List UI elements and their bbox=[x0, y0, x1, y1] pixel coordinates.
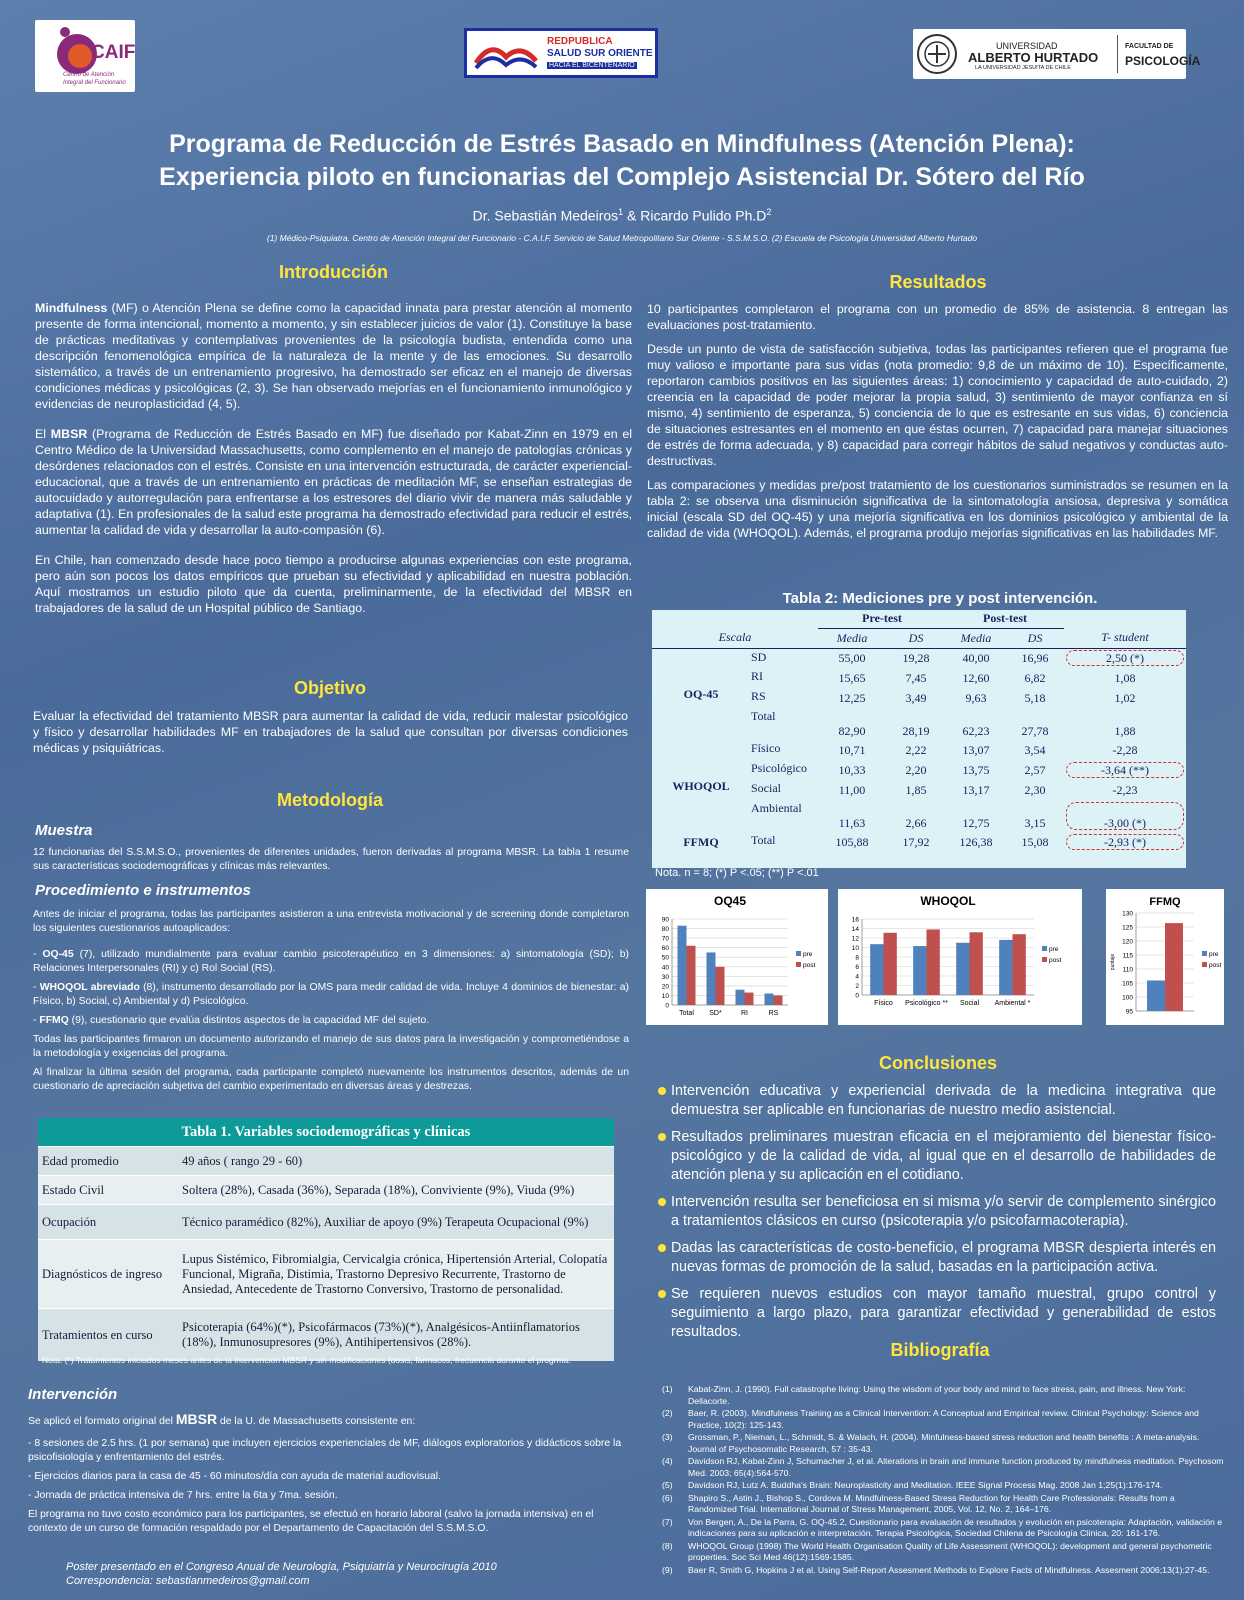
tabla2-post-media: 40,00 bbox=[962, 650, 990, 665]
chart-y-tick-label: 100 bbox=[1122, 994, 1133, 1002]
tabla2-head-escala: Escala bbox=[718, 630, 752, 645]
tabla2-t-student: 1,88 bbox=[1114, 724, 1136, 738]
tabla2-row bbox=[652, 648, 1186, 668]
tabla2-pre-ds: 2,20 bbox=[905, 762, 927, 777]
chart-ffmq-svg bbox=[1106, 889, 1224, 1025]
bib-number: (7) bbox=[662, 1516, 673, 1527]
caif-logo bbox=[35, 20, 135, 92]
uah-logo bbox=[913, 29, 1201, 79]
chart-bar-pre bbox=[956, 943, 969, 995]
uah-fac1: FACULTAD DE bbox=[1125, 43, 1174, 50]
bib-entry bbox=[662, 1432, 1224, 1455]
tabla2-post-media: 12,60 bbox=[962, 670, 990, 685]
resultados-p3: Las comparaciones y medidas pre/post tratamiento de los cuestionarios suministrados se resumen en la tabla 2: se observa una disminución significativa de la sintomatología ansiosa, depresiva y somática inicial (escala SD del OQ-45) y una mejoría significativa en los dominios psicológico y ambiental de la calidad de vida (WHOQOL). Además, el programa produjo mejorías significativas en las habilidades MF. bbox=[647, 478, 1228, 540]
tabla2-head-pre: Pre-test bbox=[818, 610, 946, 628]
tabla2-post-ds: 6,82 bbox=[1024, 670, 1046, 685]
chart-title: OQ45 bbox=[713, 894, 747, 908]
tabla2-pre-media: 11,63 bbox=[838, 816, 866, 830]
bib-entry bbox=[662, 1493, 1224, 1516]
tabla2-post-media: 13,17 bbox=[962, 782, 990, 797]
tabla2-post-ds: 3,54 bbox=[1024, 742, 1046, 757]
bib-number: (6) bbox=[662, 1492, 673, 1503]
proc-whoqol-bold: WHOQOL abreviado bbox=[39, 982, 140, 993]
proc-firma: Todas las participantes firmaron un documento autorizando el manejo de sus datos para la investigación y comprometiéndose a la metodología y exigencias del programa. bbox=[33, 1034, 629, 1059]
tabla2-pre-ds: 17,92 bbox=[902, 834, 930, 849]
chart-y-tick-label: 30 bbox=[661, 973, 669, 981]
red-publica-line1: REDPUBLICA bbox=[547, 36, 613, 47]
chart-bar-pre bbox=[707, 952, 716, 1005]
tabla2-t-student: -3,00 (*) bbox=[1064, 800, 1186, 832]
bib-text: Shapiro S., Astin J., Bishop S., Cordova M. Mindfulness-Based Stress Reduction for Health Care Professionals: Results from a Randomized Trial. International Journal of Stress Management, 2005, Vol. 12, No. 2, 164–176. bbox=[688, 1492, 1175, 1514]
chart-bar-pre bbox=[870, 944, 883, 995]
tabla2-subscale: Psicológico bbox=[751, 761, 807, 775]
chart-y-tick-label: 50 bbox=[661, 954, 669, 962]
tabla2-head-media: Media bbox=[960, 630, 992, 645]
tabla2-pre-ds: 7,45 bbox=[905, 670, 927, 685]
tabla2-post-media: 126,38 bbox=[959, 834, 993, 849]
tabla2-post-ds: 3,15 bbox=[1024, 816, 1046, 830]
intro-p2-bold: MBSR bbox=[50, 427, 88, 441]
bib-text: WHOQOL Group (1998) The World Health Organisation Quality of Life Assessment (WHOQOL): development and general psychometric properties. Soc Sci Med 46(12):1569-1585. bbox=[688, 1540, 1212, 1562]
tabla2-pre-ds: 19,28 bbox=[902, 650, 930, 665]
tabla2-pre-media: 105,88 bbox=[835, 834, 869, 849]
intervencion-p1-pre: Se aplicó el formato original del bbox=[28, 1416, 176, 1427]
conclusion-item bbox=[658, 1285, 1216, 1342]
chart-x-tick-label: Ambiental * bbox=[994, 1000, 1031, 1007]
conclusion-text: Intervención resulta ser beneficiosa en si misma y/o servir de complemento sinérgico a tratamientos clásicos en curso (psicoterapia y/o psicofarmacoterapia). bbox=[671, 1194, 1216, 1229]
tabla2-post-ds: 5,18 bbox=[1024, 690, 1046, 705]
tabla2-group-oq45: OQ-45 bbox=[683, 686, 719, 701]
tabla2-subscale: Total bbox=[751, 833, 776, 847]
chart-x-tick-label: RI bbox=[741, 1010, 748, 1017]
chart-y-tick-label: 8 bbox=[855, 954, 859, 962]
chart-legend-swatch bbox=[1042, 957, 1047, 962]
tabla2-subscale: RS bbox=[751, 689, 766, 703]
chart-y-tick-label: 130 bbox=[1122, 910, 1133, 918]
chart-whoqol-svg bbox=[838, 889, 1082, 1025]
bib-number: (4) bbox=[662, 1456, 673, 1466]
caif-logo-text: CAIF bbox=[91, 42, 136, 63]
chart-y-tick-label: 10 bbox=[661, 992, 669, 1000]
tabla2-post-ds: 15,08 bbox=[1021, 834, 1049, 849]
conclusiones-heading: Conclusiones bbox=[878, 1053, 998, 1073]
tabla2-post-ds: 16,96 bbox=[1021, 650, 1049, 665]
tabla1-value: Psicoterapia (64%)(*), Psicofármacos (73%)(*), Analgésicos-Antiinflamatorios (18%), Inmunosupresores (9%), Antihipertensivos (28%). bbox=[182, 1320, 580, 1349]
intro-p1 bbox=[35, 300, 632, 412]
intro-p2-pre: El bbox=[35, 427, 51, 441]
bullet-dot-icon bbox=[658, 1244, 666, 1252]
conclusion-text: Dadas las características de costo-beneficio, el programa MBSR despierta interés en nuevas formas de promoción de la salud, basadas en la participación activa. bbox=[671, 1240, 1216, 1275]
resultados-p2: Desde un punto de vista de satisfacción subjetiva, todas las participantes refieren que el programa fue muy valioso e importante para sus vidas (nota promedio: 9,8 de un máximo de 10). Específicamente, reportaron cambios positivos en las siguientes áreas: 1) conocimiento y capacidad de auto-cuidado, 2) creencia en la capacidad de poder mejorar la propia salud, 3) sentimiento de mayor confianza en sí mismo, 4) sentimiento de esperanza, 5) conciencia de lo que es estresante en sus vidas, 6) conciencia de situaciones estresantes en el momento en que éstas ocurren, 7) capacidad para manejar situaciones de estrés de forma adecuada, y 8) capacidad para corregir hábitos de salud negativos y conductas auto-destructivas. bbox=[647, 342, 1228, 468]
objetivo-heading: Objetivo bbox=[293, 678, 366, 698]
chart-y-tick-label: 90 bbox=[661, 916, 669, 924]
tabla2-pre-media: 82,90 bbox=[838, 724, 866, 738]
chart-y-axis-label: puntaje bbox=[1110, 953, 1116, 971]
tabla2-pre-ds: 28,19 bbox=[902, 724, 930, 738]
tabla2-pre-media: 10,33 bbox=[838, 762, 866, 777]
tabla2-group-ffmq: FFMQ bbox=[683, 834, 719, 849]
chart-y-tick-label: 20 bbox=[661, 983, 669, 991]
uah-fac2: PSICOLOGÍA bbox=[1125, 54, 1201, 68]
chart-bar-pre bbox=[1147, 980, 1165, 1011]
chart-y-tick-label: 105 bbox=[1122, 980, 1133, 988]
chart-y-tick-label: 10 bbox=[851, 945, 859, 952]
tabla2-note: Nota. n = 8; (*) P <.05; (**) P <.01 bbox=[655, 867, 819, 879]
chart-oq45-svg bbox=[646, 889, 828, 1025]
affiliations: (1) Médico-Psiquiatra. Centro de Atención Integral del Funcionario - C.A.I.F. Servicio de Salud Metropolitano Sur Oriente - S.S.M.S.O. (2) Escuela de Psicología Universidad Alberto Hurtado bbox=[266, 233, 978, 243]
footer-line1: Poster presentado en el Congreso Anual de Neurología, Psiquiatría y Neurocirugía 2010 bbox=[66, 1561, 497, 1573]
chart-legend-label: pre bbox=[803, 951, 813, 958]
tabla2-pre-ds: 2,22 bbox=[905, 742, 927, 757]
bullet-dot-icon bbox=[658, 1133, 666, 1141]
tabla2-t-student: -2,28 bbox=[1112, 742, 1138, 757]
tabla2-t-student: 2,50 (*) bbox=[1064, 648, 1186, 668]
chart-y-tick-label: 110 bbox=[1122, 966, 1133, 974]
tabla2-pre-media: 10,71 bbox=[838, 742, 866, 757]
tabla2-post-media: 9,63 bbox=[965, 690, 987, 705]
tabla2-row bbox=[652, 832, 1186, 852]
chart-y-tick-label: 60 bbox=[661, 945, 669, 953]
chart-x-tick-label: Psicológico ** bbox=[905, 1000, 948, 1007]
bibliografia-list bbox=[662, 1384, 1224, 1577]
tabla2-pre-media: 55,00 bbox=[838, 650, 866, 665]
muestra-text: 12 funcionarias del S.S.M.S.O., provenientes de diferentes unidades, fueron derivadas al programa MBSR. La tabla 1 resume sus características sociodemográficas y clínicas más relevantes. bbox=[33, 847, 629, 872]
chart-x-tick-label: Social bbox=[959, 1000, 980, 1007]
intro-body bbox=[35, 300, 632, 630]
chart-bar-pre bbox=[913, 946, 926, 995]
intro-heading: Introducción bbox=[279, 262, 388, 282]
tabla2-row bbox=[652, 740, 1186, 760]
tabla2-post-ds: 27,78 bbox=[1021, 724, 1049, 738]
bib-text: Baer, R. (2003). Mindfulness Training as a Clinical Intervention: A Conceptual and Empirical review. Clinical Psychology: Science and Practice, 10(2): 125-143. bbox=[688, 1408, 1199, 1430]
tabla1-note: Nota. (*) Tratamientos iniciados meses antes de la intervención MBSR y sin modificaciones (dosis, fármacos, frecuencia durante el progrma. bbox=[42, 1355, 571, 1365]
tabla1-label: Estado Civil bbox=[42, 1182, 105, 1197]
bullet-dot-icon bbox=[658, 1198, 666, 1206]
chart-bar-pre bbox=[999, 940, 1012, 995]
bib-entry bbox=[662, 1517, 1224, 1540]
bib-text: Von Bergen, A., De la Parra, G. OQ-45.2, Cuestionario para evaluación de resultados y evolución en psicoterapia: Adaptación, validación e indicaciones para su aplicación e interpretación. Terapia Psicológica, Sociedad Chilena de Psicología Clínica, 20: 161-176. bbox=[688, 1516, 1223, 1538]
tabla2-head-ds: DS bbox=[908, 630, 924, 645]
proc-oq45-bold: OQ-45 bbox=[42, 949, 74, 960]
tabla2-head-ds: DS bbox=[1027, 630, 1043, 645]
tabla2-subscale: RI bbox=[751, 669, 763, 683]
bib-text: Grossman, P., Nieman, L., Schmidt, S. & Walach, H. (2004). Minfulness-based stress reduction and health benefits : A meta-analysis. Journal of Psychosomatic Research, 57 : 35-43. bbox=[688, 1432, 1200, 1454]
chart-bar-pre bbox=[678, 926, 687, 1005]
uah-line1: UNIVERSIDAD bbox=[996, 41, 1058, 51]
conclusiones-list bbox=[658, 1082, 1216, 1350]
intervencion-b1: - 8 sesiones de 2.5 hrs. (1 por semana) que incluyen ejercicios experienciales de MF, diálogos exploratorios y didácticos sobre la psicofisiología y enfrentamiento del estrés. bbox=[28, 1438, 622, 1463]
chart-bar-post bbox=[1013, 934, 1026, 995]
intervencion-heading: Intervención bbox=[28, 1386, 118, 1403]
chart-y-tick-label: 6 bbox=[855, 964, 859, 971]
bib-text: Baer R, Smith G, Hopkins J et al. Using Self-Report Assesment Methods to Explore Facts of Mindfulness. Assesment 2006;13(1):27-45. bbox=[688, 1564, 1210, 1575]
tabla1-label: Tratamientos en curso bbox=[42, 1327, 153, 1342]
chart-x-tick-label: Total bbox=[679, 1010, 694, 1017]
bib-entry bbox=[662, 1565, 1224, 1577]
chart-y-tick-label: 80 bbox=[661, 926, 669, 934]
tabla2-post-media: 12,75 bbox=[962, 816, 990, 830]
tabla1-label: Diagnósticos de ingreso bbox=[42, 1266, 163, 1281]
bib-number: (5) bbox=[662, 1480, 673, 1490]
tabla2-post-ds: 2,57 bbox=[1024, 762, 1046, 777]
chart-whoqol bbox=[838, 889, 1082, 1025]
bib-text: Davidson RJ, Lutz A. Buddha's Brain: Neuroplasticity and Meditation. IEEE Signal Process Mag. 2008 Jan 1;25(1):176-174. bbox=[688, 1480, 1163, 1490]
red-publica-mark bbox=[471, 35, 541, 75]
poster-title-line2: Experiencia piloto en funcionarias del Complejo Asistencial Dr. Sótero del Río bbox=[159, 163, 1085, 191]
poster-title bbox=[40, 128, 1204, 194]
chart-legend-swatch bbox=[796, 962, 801, 967]
procedimiento-heading: Procedimiento e instrumentos bbox=[35, 882, 251, 899]
conclusion-item bbox=[658, 1193, 1216, 1231]
proc-ffmq-bold: FFMQ bbox=[39, 1015, 69, 1026]
chart-y-tick-label: 12 bbox=[851, 935, 859, 943]
intervencion-p1-bold: MBSR bbox=[175, 1411, 218, 1427]
tabla2-title: Tabla 2: Mediciones pre y post intervención. bbox=[782, 590, 1098, 607]
tabla2-subscale: Ambiental bbox=[751, 801, 802, 815]
tabla2-pre-media: 15,65 bbox=[838, 670, 866, 685]
intro-p2 bbox=[35, 426, 632, 538]
bib-entry bbox=[662, 1541, 1224, 1564]
conclusion-text: Resultados preliminares muestran eficacia en el mejoramiento del bienestar físico-psicológico y de la calidad de vida, al igual que en el desarrollo de habilidades de atención plena y su aplicación en el cotidiano. bbox=[671, 1129, 1216, 1183]
chart-y-tick-label: 4 bbox=[855, 973, 859, 981]
tabla2-t-student: -3,64 (**) bbox=[1064, 760, 1186, 780]
tabla2-head-blank bbox=[652, 610, 750, 628]
footer-line2: Correspondencia: sebastianmedeiros@gmail.com bbox=[66, 1575, 310, 1587]
chart-y-tick-label: 0 bbox=[665, 1002, 669, 1010]
author-2-sup: 2 bbox=[766, 207, 772, 217]
bib-number: (8) bbox=[662, 1540, 673, 1551]
chart-legend-label: post bbox=[803, 962, 816, 969]
chart-legend-label: post bbox=[1209, 962, 1222, 969]
procedimiento-body bbox=[33, 908, 629, 1099]
tabla1-row bbox=[38, 1239, 614, 1308]
tabla1-label: Edad promedio bbox=[42, 1153, 119, 1168]
chart-x-tick-label: Físico bbox=[874, 1000, 893, 1007]
bibliografia-heading: Bibliografía bbox=[890, 1340, 990, 1360]
tabla1 bbox=[38, 1118, 614, 1361]
chart-legend-label: pre bbox=[1049, 946, 1059, 953]
tabla1-value: Lupus Sistémico, Fibromialgia, Cervicalgia crónica, Hipertensión Arterial, Colopatía Funcional, Migraña, Distimia, Trastorno Depresivo Recurrente, Trastorno de Ansiedad, Antecedente de Trastorno Conversivo, Trastorno de personalidad. bbox=[182, 1251, 608, 1296]
intervencion-p1-post: de la U. de Massachusetts consistente en: bbox=[217, 1416, 416, 1427]
tabla2-post-ds: 2,30 bbox=[1024, 782, 1046, 797]
bib-number: (1) bbox=[662, 1384, 673, 1394]
conclusion-item bbox=[658, 1239, 1216, 1277]
metodologia-heading: Metodología bbox=[277, 790, 383, 810]
tabla2-t-student: 1,08 bbox=[1114, 670, 1136, 685]
tabla2-pre-ds: 1,85 bbox=[905, 782, 927, 797]
bib-text: Davidson RJ, Kabat-Zinn J, Schumacher J, et al. Alterations in brain and immune function produced by mindfulness meditation. Psychosom Med. 2003; 65(4):564-570. bbox=[688, 1456, 1224, 1478]
tabla2-pre-media: 11,00 bbox=[838, 782, 866, 797]
poster-title-line1: Programa de Reducción de Estrés Basado en Mindfulness (Atención Plena): bbox=[169, 130, 1075, 158]
resultados-heading: Resultados bbox=[889, 272, 987, 292]
uah-line3: LA UNIVERSIDAD JESUITA DE CHILE bbox=[975, 65, 1071, 71]
tabla2-head-blank bbox=[750, 610, 818, 628]
bib-text: Kabat-Zinn, J. (1990). Full catastrophe living: Using the wisdom of your body and mind to face stress, pain, and illness. New York: Dellacorte. bbox=[688, 1384, 1186, 1406]
intro-p2-text: (Programa de Reducción de Estrés Basado en MF) fue diseñado por Kabat-Zinn en 1979 en el Centro Médico de la Universidad Massachusetts, como complemento en el manejo de patologías crónicas y desórdenes relacionados con el estrés. Consiste en una intervención estructurada, de carácter experiencial-educacional, que a través de un entrenamiento en prácticas de meditación MF, se enseñan estrategias de autocuidado y autorregulación para enfrentarse a los estresores del diario vivir de manera más saludable y adaptativa (1). En profesionales de la salud este programa ha demostrado efectividad para reducir el estrés, aumentar la calidad de vida y desarrollar la auto-compasión (6). bbox=[35, 427, 632, 537]
tabla2-t-student: 1,02 bbox=[1114, 690, 1136, 705]
chart-x-tick-label: SD* bbox=[709, 1010, 722, 1017]
tabla1-row bbox=[38, 1204, 614, 1239]
chart-bar-post bbox=[687, 946, 696, 1005]
resultados-p1: 10 participantes completaron el programa con un promedio de 85% de asistencia. 8 entregan las evaluaciones post-tratamiento. bbox=[647, 302, 1228, 332]
tabla2-post-media: 62,23 bbox=[962, 724, 990, 738]
chart-y-tick-label: 120 bbox=[1122, 938, 1133, 946]
bib-entry bbox=[662, 1384, 1224, 1407]
proc-ffmq: - FFMQ (9), cuestionario que evalúa distintos aspectos de la capacidad MF del sujeto. bbox=[33, 1015, 430, 1026]
conclusion-item bbox=[658, 1082, 1216, 1120]
chart-legend-swatch bbox=[1202, 962, 1207, 967]
tabla1-row bbox=[38, 1175, 614, 1204]
bullet-dot-icon bbox=[658, 1290, 666, 1298]
chart-y-tick-label: 125 bbox=[1122, 924, 1133, 932]
proc-ffmq-text: (9), cuestionario que evalúa distintos aspectos de la capacidad MF del sujeto. bbox=[68, 1015, 430, 1026]
muestra-heading: Muestra bbox=[35, 822, 93, 839]
tabla1-value: Soltera (28%), Casada (36%), Separada (18%), Conviviente (9%), Viuda (9%) bbox=[182, 1182, 575, 1197]
red-publica-line3: HACIA EL BICENTENARIO bbox=[549, 62, 635, 69]
proc-oq45-text: (7), utilizado mundialmente para evaluar cambio psicoterapéutico en 3 dimensiones: a) sintomatología (SD); b) Relaciones Interpersonales (RI) y c) Rol Social (RS). bbox=[33, 949, 629, 974]
author-1: Dr. Sebastián Medeiros bbox=[472, 207, 619, 224]
tabla2-head-t: T- student bbox=[1101, 630, 1149, 645]
intro-p3: En Chile, han comenzado desde hace poco tiempo a producirse algunas experiencias con este programa, pero aún son pocos los datos empíricos que prueban su efectividad y aplicabilidad en nuestra población. Aquí mostramos un estudio piloto que da cuenta, preliminarmente, de la efectividad del MBSR en trabajadores de la salud de un Hospital público de Santiago. bbox=[35, 553, 632, 615]
tabla2-grid bbox=[652, 610, 1186, 852]
intervencion-b3: - Jornada de práctica intensiva de 7 hrs. entre la 6ta y 7ma. sesión. bbox=[28, 1490, 338, 1501]
tabla2 bbox=[652, 610, 1186, 868]
objetivo-text: Evaluar la efectividad del tratamiento MBSR para aumentar la calidad de vida, reducir malestar psicológico y físico y desarrollar habilidades MF en trabajadores de la salud que consultan por diversas condiciones médicas y psiquiátricas. bbox=[33, 709, 628, 755]
bib-number: (9) bbox=[662, 1564, 673, 1575]
chart-legend-swatch bbox=[796, 951, 801, 956]
tabla1-label: Ocupación bbox=[42, 1214, 97, 1229]
tabla1-title: Tabla 1. Variables sociodemográficas y clínicas bbox=[38, 1118, 614, 1146]
resultados-body bbox=[647, 301, 1228, 555]
tabla2-t-student: -2,23 bbox=[1112, 782, 1138, 797]
bib-entry bbox=[662, 1408, 1224, 1431]
chart-title: FFMQ bbox=[1149, 896, 1181, 908]
uah-line2: ALBERTO HURTADO bbox=[968, 50, 1099, 65]
tabla1-value: Técnico paramédico (82%), Auxiliar de apoyo (9%) Terapeuta Ocupacional (9%) bbox=[182, 1214, 589, 1229]
intro-p1-bold: Mindfulness bbox=[35, 301, 108, 315]
chart-y-tick-label: 14 bbox=[851, 926, 859, 933]
authors bbox=[0, 207, 1244, 224]
chart-y-tick-label: 70 bbox=[661, 935, 669, 943]
tabla2-t-student: -2,93 (*) bbox=[1064, 832, 1186, 852]
conclusion-text: Se requieren nuevos estudios con mayor tamaño muestral, grupo control y seguimiento a largo plazo, para garantizar efectividad y generabilidad de estos resultados. bbox=[671, 1286, 1216, 1340]
bullet-dot-icon bbox=[658, 1087, 666, 1095]
tabla1-row bbox=[38, 1146, 614, 1175]
conclusion-item bbox=[658, 1128, 1216, 1185]
chart-bar-post bbox=[1165, 923, 1183, 1011]
proc-final: Al finalizar la última sesión del programa, cada participante completó nuevamente los instrumentos descritos, además de un cuestionario de apreciación subjetiva del cambio experimentado en diversas áreas y destrezas. bbox=[33, 1067, 629, 1092]
chart-y-tick-label: 95 bbox=[1125, 1008, 1133, 1016]
tabla2-post-media: 13,75 bbox=[962, 762, 990, 777]
intervencion-p1 bbox=[28, 1412, 630, 1429]
tabla2-head-blank bbox=[1064, 610, 1186, 628]
chart-y-tick-label: 40 bbox=[661, 964, 669, 972]
chart-bar-pre bbox=[736, 990, 745, 1005]
uah-seal-icon bbox=[916, 33, 958, 75]
chart-oq45 bbox=[646, 889, 828, 1025]
proc-oq45: - OQ-45 (7), utilizado mundialmente para evaluar cambio psicoterapéutico en 3 dimensiones: a) sintomatología (SD); b) Relaciones Interpersonales (RI) y c) Rol Social (RS). bbox=[33, 949, 629, 974]
chart-bar-post bbox=[774, 995, 783, 1005]
chart-legend-label: pre bbox=[1209, 951, 1219, 958]
tabla2-subscale: Total bbox=[751, 709, 776, 723]
chart-ffmq bbox=[1106, 889, 1224, 1025]
author-2: & Ricardo Pulido Ph.D bbox=[623, 207, 767, 224]
intro-p1-text: (MF) o Atención Plena se define como la capacidad innata para prestar atención al momento presente de forma intencional, momento a momento, y sin establecer juicios de valor (1). Constituye la base de prácticas meditativas y contemplativas provenientes de la psicología budista, entendida como una descripción fenomenológica empírica de la naturaleza de la mente y de las emociones. Su desarrollo sistemático, a través de un entrenamiento progresivo, ha demostrado ser eficaz en el manejo de diversas condiciones médicas y psicológicas (2, 3). Se han observado mejorías en el funcionamiento inmunológico y evidencias de neuroplasticidad (4, 5). bbox=[35, 301, 632, 411]
proc-whoqol: - WHOQOL abreviado (8), instrumento desarrollado por la OMS para medir calidad de vida. Incluye 4 dominios de bienestar: a) Físico, b) Social, c) Ambiental y d) Psicológico. bbox=[33, 982, 629, 1007]
chart-bar-post bbox=[927, 929, 940, 995]
intervencion-b2: - Ejercicios diarios para la casa de 45 - 60 minutos/día con ayuda de material audiovisual. bbox=[28, 1471, 441, 1482]
chart-bar-post bbox=[745, 993, 754, 1005]
conclusion-text: Intervención educativa y experiencial derivada de la medicina integrativa que demuestra ser aplicable en funcionarias de nuestro medio asistencial. bbox=[671, 1083, 1216, 1118]
tabla2-subscale: Físico bbox=[751, 741, 781, 755]
tabla2-pre-media: 12,25 bbox=[838, 690, 866, 705]
tabla2-head-media: Media bbox=[836, 630, 868, 645]
chart-bar-post bbox=[884, 933, 897, 995]
chart-legend-swatch bbox=[1202, 951, 1207, 956]
tabla2-subscale: SD bbox=[751, 649, 767, 664]
chart-y-tick-label: 115 bbox=[1122, 952, 1133, 960]
bib-entry bbox=[662, 1480, 1224, 1492]
chart-bar-pre bbox=[765, 994, 774, 1005]
proc-whoqol-text: (8), instrumento desarrollado por la OMS para medir calidad de vida. Incluye 4 dominios de bienestar: a) Físico, b) Social, c) Ambiental y d) Psicológico. bbox=[33, 982, 629, 1007]
tabla1-value: 49 años ( rango 29 - 60) bbox=[182, 1153, 303, 1168]
footer bbox=[66, 1560, 497, 1588]
red-publica-logo bbox=[464, 28, 658, 78]
tabla2-post-media: 13,07 bbox=[962, 742, 990, 757]
chart-legend-swatch bbox=[1042, 946, 1047, 951]
chart-y-tick-label: 2 bbox=[855, 983, 859, 990]
chart-bar-post bbox=[716, 967, 725, 1005]
intervencion-body bbox=[28, 1412, 630, 1541]
caif-logo-sub2: Integral del Funcionario bbox=[63, 80, 126, 86]
bib-number: (3) bbox=[662, 1432, 673, 1442]
chart-title: WHOQOL bbox=[920, 894, 976, 908]
tabla1-row bbox=[38, 1308, 614, 1361]
caif-logo-sub1: Centro de Atención bbox=[63, 72, 115, 78]
bib-number: (2) bbox=[662, 1408, 673, 1418]
tabla2-head-post: Post-test bbox=[946, 610, 1064, 628]
chart-legend-label: post bbox=[1049, 957, 1062, 964]
chart-y-tick-label: 0 bbox=[855, 992, 859, 1000]
uah-divider bbox=[1117, 35, 1118, 73]
chart-y-tick-label: 16 bbox=[851, 916, 859, 924]
proc-intro: Antes de iniciar el programa, todas las participantes asistieron a una entrevista motivacional y de screening donde completaron los siguientes cuestionarios autoaplicados: bbox=[33, 909, 629, 934]
tabla2-pre-ds: 2,66 bbox=[905, 816, 927, 830]
tabla2-group-whoqol: WHOQOL bbox=[672, 778, 730, 793]
author-1-sup: 1 bbox=[618, 207, 624, 217]
chart-x-tick-label: RS bbox=[768, 1010, 779, 1017]
intervencion-p2: El programa no tuvo costo económico para los participantes, se efectuó en horario laboral (salvo la jornada intensiva) en el contexto de un curso de formación respaldado por el Departamento de Capacitación del S.S.M.S.O. bbox=[28, 1509, 594, 1534]
chart-bar-post bbox=[970, 932, 983, 995]
tabla2-pre-ds: 3,49 bbox=[905, 690, 927, 705]
red-publica-line2: SALUD SUR ORIENTE bbox=[547, 48, 653, 59]
bib-entry bbox=[662, 1456, 1224, 1479]
tabla2-subscale: Social bbox=[751, 781, 781, 795]
